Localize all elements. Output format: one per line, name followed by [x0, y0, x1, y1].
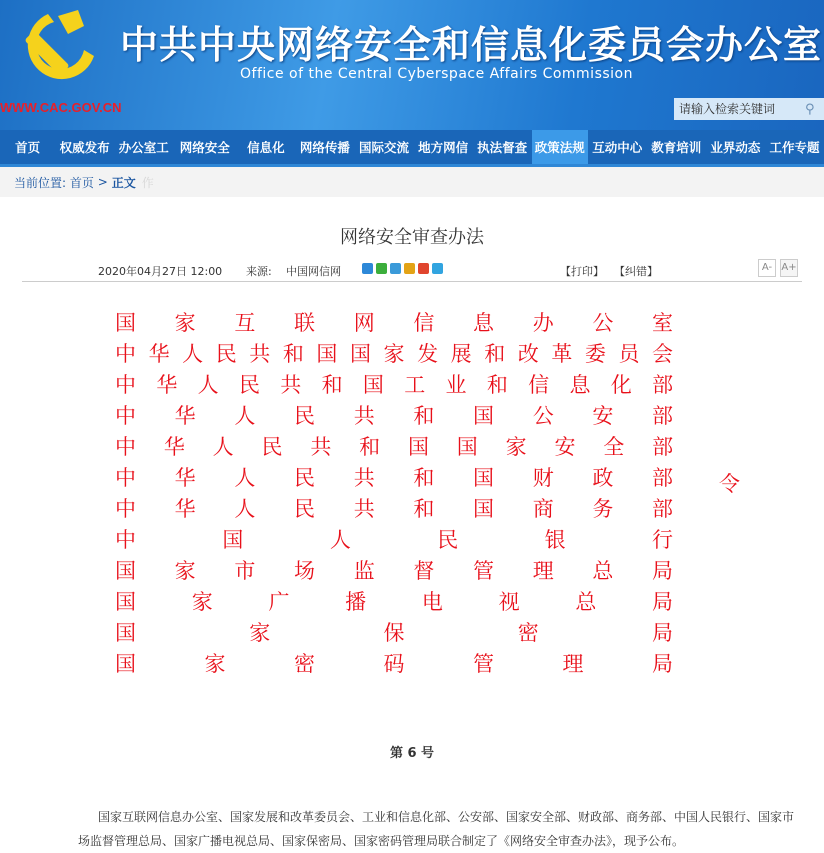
site-url[interactable]: WWW.CAC.GOV.CN [0, 100, 122, 115]
nav-item[interactable]: 教育培训 [651, 140, 702, 155]
share-icon[interactable] [390, 263, 401, 274]
source-name: 中国网信网 [286, 265, 341, 278]
nav-item[interactable]: 网络安全 [179, 140, 230, 155]
article-meta [22, 259, 802, 282]
breadcrumb-separator: > [97, 175, 108, 189]
issuer: 中 国 人 民 银 行 [115, 528, 674, 552]
issuer: 中 华 人 民 共 和 国 公 安 部 [115, 404, 674, 428]
breadcrumb-ghost-text: 作 [141, 175, 154, 190]
nav-item-active[interactable]: 政策法规 [532, 130, 588, 164]
correct-link[interactable]: 【纠错】 [614, 265, 658, 278]
search-box [674, 98, 824, 120]
party-emblem-icon [18, 6, 102, 86]
weibo-icon[interactable] [418, 263, 429, 274]
share-icons [362, 263, 443, 274]
nav-item[interactable]: 信息化 [247, 140, 285, 155]
site-subtitle: Office of the Central Cyberspace Affairs Commission [240, 66, 633, 82]
nav-item[interactable]: 办公室工 [118, 140, 169, 155]
nav-item[interactable]: 业界动态 [710, 140, 761, 155]
paragraph-text: 国家互联网信息办公室、国家发展和改革委员会、工业和信息化部、公安部、国家安全部、财政部、商务部、中国人民银行、国家市场监督管理总局、国家广播电视总局、国家保密局、国家密码管理局联合制定了《网络安全审查办法》，现予公布。 [78, 810, 795, 848]
site-title: 中共中央网络安全和信息化委员会办公室 [120, 23, 823, 67]
issuer: 国 家 保 密 局 [115, 621, 673, 645]
nav-item[interactable]: 网络传播 [299, 140, 350, 155]
qq-icon[interactable] [432, 263, 443, 274]
share-more-icon[interactable] [362, 263, 373, 274]
qzone-icon[interactable] [404, 263, 415, 274]
breadcrumb [0, 167, 824, 197]
print-link[interactable]: 【打印】 [560, 265, 604, 278]
search-icon[interactable]: ⚲ [805, 101, 815, 117]
nav-item[interactable]: 地方网信 [418, 140, 469, 155]
breadcrumb-home[interactable]: 首页 [69, 175, 94, 190]
article-title: 网络安全审查办法 [340, 227, 484, 248]
source-label: 来源: [246, 265, 272, 278]
issuer: 国 家 市 场 监 督 管 理 总 局 [115, 559, 674, 583]
wechat-icon[interactable] [376, 263, 387, 274]
publish-date: 2020年04月27日 12:00 [98, 265, 223, 278]
font-decrease-button[interactable]: A- [758, 259, 776, 277]
breadcrumb-label: 当前位置: [14, 175, 67, 190]
issuer: 中 华 人 民 共 和 国 工 业 和 信 息 化 部 [115, 373, 674, 397]
nav-home[interactable]: 首页 [15, 140, 41, 155]
nav-item[interactable]: 工作专题 [769, 140, 820, 155]
decree-ling: 令 [719, 472, 740, 496]
main-nav [0, 130, 824, 167]
issuer: 中 华 人 民 共 和 国 国 家 安 全 部 [115, 435, 674, 459]
breadcrumb-current: 正文 [111, 175, 136, 190]
font-increase-button[interactable]: A+ [780, 259, 798, 277]
header-banner [0, 0, 824, 130]
issuer: 国 家 广 播 电 视 总 局 [115, 590, 674, 614]
nav-item[interactable]: 权威发布 [59, 140, 110, 155]
search-input[interactable] [674, 101, 805, 117]
issuer: 国 家 互 联 网 信 息 办 公 室 [115, 311, 674, 335]
nav-item[interactable]: 互动中心 [592, 140, 643, 155]
decree-number: 第 6 号 [389, 746, 435, 761]
nav-item[interactable]: 国际交流 [358, 140, 409, 155]
issuer: 中 华 人 民 共 和 国 国 家 发 展 和 改 革 委 员 会 [115, 342, 673, 366]
nav-item[interactable]: 执法督查 [477, 140, 528, 155]
decree-issuers [115, 308, 740, 680]
issuer: 中 华 人 民 共 和 国 财 政 部 [115, 466, 674, 490]
issuer: 国 家 密 码 管 理 局 [115, 652, 673, 676]
issuer: 中 华 人 民 共 和 国 商 务 部 [115, 497, 674, 521]
